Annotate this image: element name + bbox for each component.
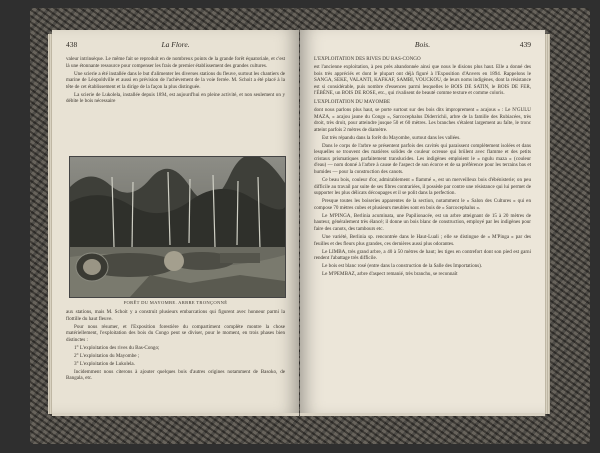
list-item: 1° L'exploitation des rives du Bas-Congo; [74, 344, 160, 351]
photo-caption: FORÊT DU MAYOMBE. ARBRE TRONÇONNÉ [123, 300, 228, 305]
paragraph: Ce beau bois, couleur d'or, admirablement « flammé », est un merveilleux bois d'ébénisterie; on peu difficile au travail par suite de ses fibres contrariées, il possède par contre une résistance qui lui permet de supporter les plus délicats découpages et il se polit dans la perfection. [314, 177, 531, 197]
paragraph: dont nous parlons plus haut, se porte surtout sur des bois dits improprement « acajous » : Le N'GULU MAZA, « acajou jaune du Congo », Sarcocephalus Diderrichii, arbre de la famille des Rubiacées, très droit, très droit, pour atteindre jusque 50 et 60 mètres. Les branches s'étalent largement au faîte, le tronc atteint parfois 2 mètres de diamètre. [314, 106, 531, 133]
paragraph: La scierie de Lukolela, installée depuis 1894, est aujourd'hui en pleine activité, et non seulement on y débite le bois nécessaire [66, 91, 285, 105]
paragraph: Pour nous résumer, et l'Exposition forestière du compartiment complète montre la chose matériellement, l'exploitation des bois du Congo peut se diviser, pour le moment, en trois phases bien distinctes : [66, 323, 285, 343]
left-running-title: La Flore. [161, 40, 190, 49]
paragraph: Une scierie a été installée dans le but d'alimenter les diverses stations du fleuve, surtout les chantiers de marine de Léopoldville et aussi en prévision de l'achèvement de la voie ferrée. M. Schoit a été placé à la tête de cet établissement et la dirige de la façon la plus distinguée. [66, 70, 285, 90]
paragraph: Presque toutes les boiseries apparentes de la section, notamment le « Salon des Cultures » qui en compose 70 mètres cubes et plusieurs meubles sont en bois de « Sarcocephalus ». [314, 198, 531, 211]
right-page-number: 439 [519, 40, 531, 49]
left-text-bottom [66, 309, 285, 383]
paragraph: Est très répandu dans la forêt du Mayombe, surtout dans les vallées. [322, 134, 461, 141]
paragraph: Le bois est blanc rosé (entre dans la construction de la Salle des Importations). [322, 263, 483, 270]
paragraph: Dans le corps de l'arbre se présentent parfois des cavités qui paraissent complètement isolées et dans lesquelles se trouvent des matières solides de couleur ocreuse qui brûlent avec flamme et des petits cristaux prismatiques parfaitement translucides. Les indigènes emploient le « ngulu maza » (couleur d'eau) — nom donné à l'arbre à cause de l'aspect de son écorce et de sa préférence pour les terrains bas et humides — pour la construction des canots. [314, 142, 531, 176]
paragraph: Le LIMBA, très grand arbre, a 40 à 50 mètres de haut; les tiges en contrefort dont son pied est garni rendent l'abattage très difficile. [314, 248, 531, 262]
forest-photo [69, 156, 286, 298]
right-page [300, 30, 545, 416]
paragraph: est l'ancienne exploitation, à peu près abandonnée ainsi que nous le disions plus haut. Elle a donné des bois très appréciés et dont le plupart ont déjà figuré à l'Exposition d'Anvers en 1894. Rappelons le SANGA, SEKE, VALANTI, KAFKAF, SAMBI, VOUCKOU, de leurs noms indigènes, dont la résistance est si considérable, puis nombre d'essences parmi lesquelles le BOIS DE SATIN, le BOIS DE FER, l'ÉBÈNE, un BOIS DE ROSE, etc., qui rivalisent de beauté comme texture et comme coloris. [314, 63, 531, 97]
right-running-title: Bois. [414, 40, 431, 49]
list-item: 3° L'exploitation de Lukolela. [74, 360, 135, 367]
left-page-header [66, 40, 285, 52]
right-page-header [314, 40, 531, 52]
right-text [314, 56, 531, 279]
paragraph: Le M'PINGA, Berlinia acuminata, une Papilionacée, est un arbre atteignant de 15 à 20 mètres de hauteur, généralement très élancé; il donne un bois blanc de construction, employé par les indigènes pour faire des canots, des tambours etc. [314, 212, 531, 232]
paragraph: valeur intrinsèque. Le même fait se reproduit en de nombreux points de la grande forêt équatoriale, et c'est là une étonnante ressource pour compenser les frais de premier établissement des grandes cultures. [66, 56, 285, 69]
section-heading: L'EXPLOITATION DES RIVES DU BAS-CONGO [314, 56, 421, 62]
paragraph: Le M'PEMBAZ, arbre d'aspect remanié, très branchu, se reconnaît [322, 271, 458, 278]
left-page-number: 438 [66, 40, 78, 49]
list-item: 2° L'exploitation du Mayombe ; [74, 352, 140, 359]
paragraph: Incidemment nous citerons à ajouter quelques bois d'autres origines notamment de Basoko, de Bangala, etc. [66, 368, 285, 382]
left-text-top [66, 56, 285, 106]
section-heading: L'EXPLOITATION DU MAYOMBE [314, 98, 391, 105]
left-page [52, 30, 299, 416]
paragraph: Une variété, Berlinia sp. rencontrée dans le Haut-Luali ; elle se distingue de « M'Pinga » par des feuilles et des fleurs plus grandes, ces dernières aussi plus odorantes. [314, 233, 531, 247]
paragraph: aux stations, mais M. Schoit y a construit plusieurs embarcations qui figurent avec honneur parmi la flottille du haut fleuve. [66, 309, 285, 322]
